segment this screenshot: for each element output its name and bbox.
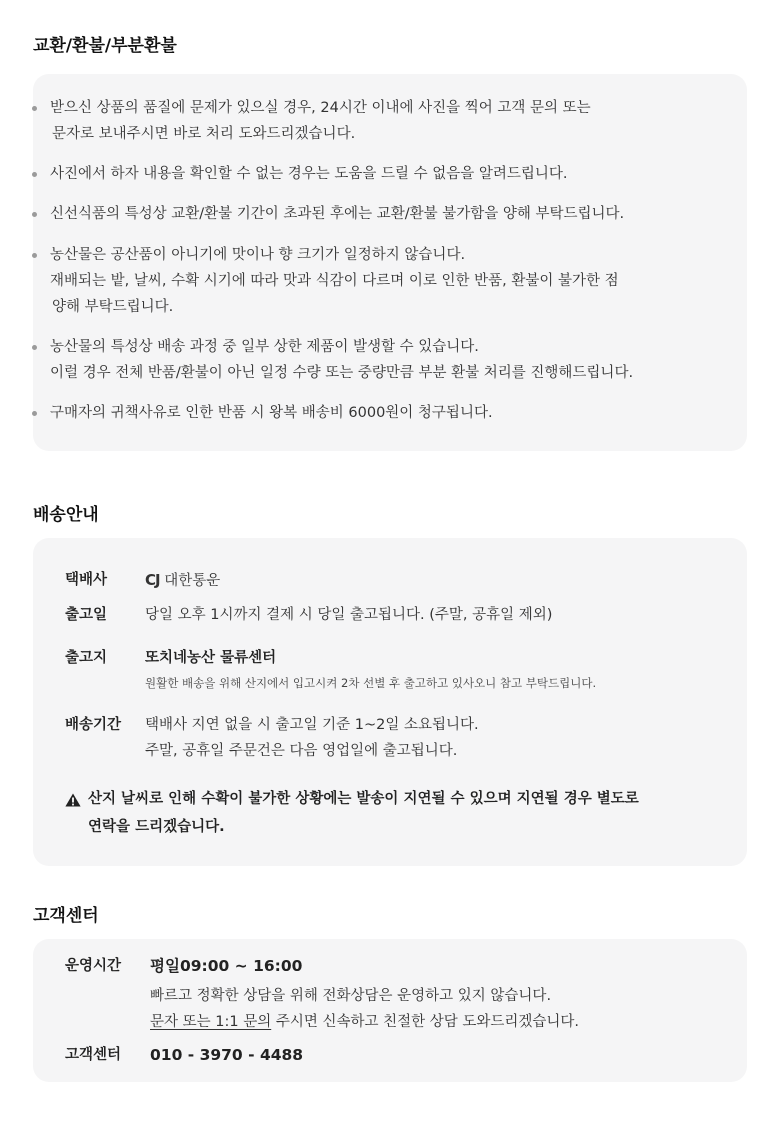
origin-label: 출고지 — [65, 650, 108, 666]
inquiry-link[interactable]: 문자 또는 1:1 문의 — [150, 1014, 272, 1030]
bullet-dot — [32, 253, 37, 258]
bullet-dot — [32, 212, 37, 217]
ship-date-value: 당일 오후 1시까지 결제 시 당일 출고됩니다. (주말, 공휴일 제외) — [145, 607, 553, 623]
courier-value — [145, 568, 220, 593]
ship-date-label: 출고일 — [65, 607, 108, 623]
hours-value: 평일09:00 ~ 16:00 — [150, 957, 303, 975]
warning-line-1: 산지 날씨로 인해 수확이 불가한 상황에는 발송이 지연될 수 있으며 지연될 경우 별도로 — [88, 791, 639, 807]
phone-number[interactable]: 010 - 3970 - 4488 — [150, 1046, 304, 1064]
courier-label: 택배사 — [65, 572, 108, 588]
shipping-section-title: 배송안내 — [33, 505, 99, 525]
hours-note-2 — [150, 1009, 579, 1035]
period-line-2: 주말, 공휴일 주문건은 다음 영업일에 출고됩니다. — [145, 743, 458, 759]
exchange-section-title: 교환/환불/부분환불 — [33, 36, 177, 56]
list-item: 농산물의 특성상 배송 과정 중 일부 상한 제품이 발생할 수 있습니다. 이럴 경우 전체 반품/환불이 아닌 일정 수량 또는 중량만큼 부분 환불 처리를 진행해드립니다. — [50, 334, 710, 386]
hours-note-2-rest: 주시면 신속하고 친절한 상담 도와드리겠습니다. — [275, 1014, 580, 1030]
bullet-dot — [32, 411, 37, 416]
list-item: 농산물은 공산품이 아니기에 맛이나 향 크기가 일정하지 않습니다. 재배되는 밭, 날씨, 수확 시기에 따라 맛과 식감이 다르며 이로 인한 반품, 환불이 불가한 점 양해 부탁드립니다. — [50, 242, 710, 320]
phone-label: 고객센터 — [65, 1047, 122, 1063]
origin-value: 또치네농산 물류센터 — [145, 650, 277, 666]
customer-center-section-title: 고객센터 — [33, 906, 99, 926]
hours-note-1: 빠르고 정확한 상담을 위해 전화상담은 운영하고 있지 않습니다. — [150, 988, 552, 1004]
courier-name: 대한통운 — [164, 573, 221, 589]
period-label: 배송기간 — [65, 717, 122, 733]
bullet-dot — [32, 345, 37, 350]
bullet-dot — [32, 106, 37, 111]
list-item: 받으신 상품의 품질에 문제가 있으실 경우, 24시간 이내에 사진을 찍어 고객 문의 또는 문자로 보내주시면 바로 처리 도와드리겠습니다. — [50, 95, 710, 147]
period-line-1: 택배사 지연 없을 시 출고일 기준 1~2일 소요됩니다. — [145, 717, 479, 733]
list-item: 구매자의 귀책사유로 인한 반품 시 왕복 배송비 6000원이 청구됩니다. — [50, 400, 710, 426]
shipping-warning — [65, 785, 725, 841]
list-item: 사진에서 하자 내용을 확인할 수 없는 경우는 도움을 드릴 수 없음을 알려드립니다. — [50, 161, 710, 187]
warning-line-2: 연락을 드리겠습니다. — [88, 819, 225, 835]
bullet-dot — [32, 172, 37, 177]
cj-logo: CJ — [145, 571, 160, 589]
warning-triangle-icon — [65, 793, 81, 807]
list-item: 신선식품의 특성상 교환/환불 기간이 초과된 후에는 교환/환불 불가함을 양해 부탁드립니다. — [50, 201, 710, 227]
hours-label: 운영시간 — [65, 958, 122, 974]
origin-note: 원활한 배송을 위해 산지에서 입고시켜 2차 선별 후 출고하고 있사오니 참고 부탁드립니다. — [145, 676, 597, 690]
